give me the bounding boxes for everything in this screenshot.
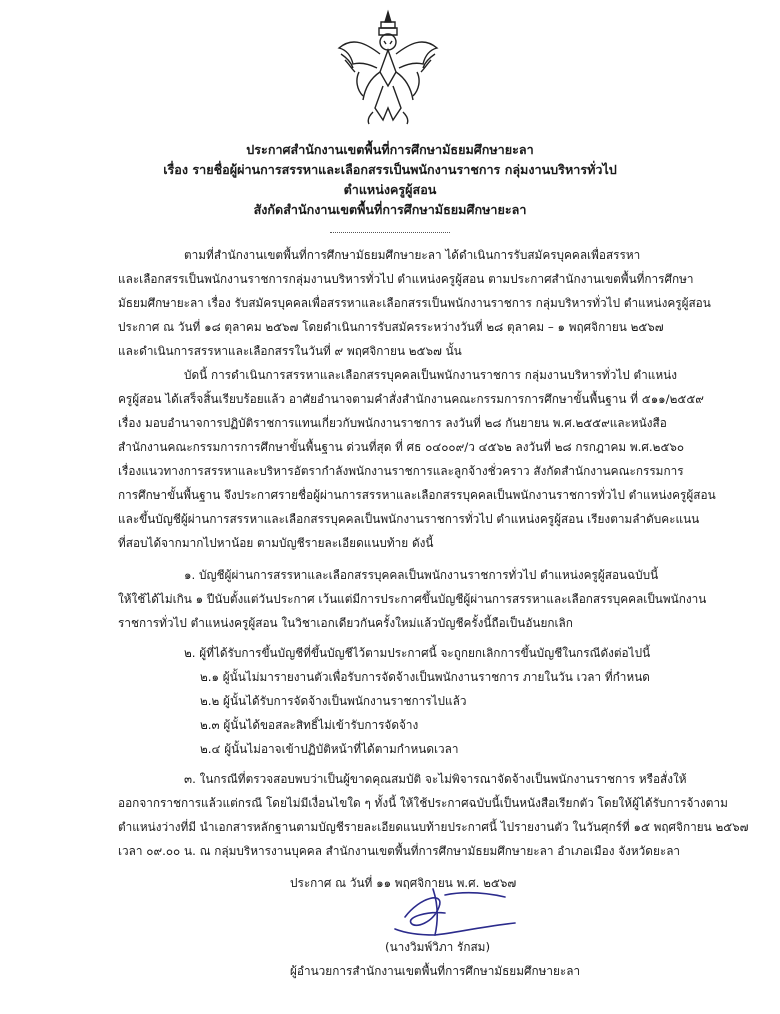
paragraph-line: ๓. ในกรณีที่ตรวจสอบพบว่าเป็นผู้ขาดคุณสมบัติ จะไม่พิจารณาจัดจ้างเป็นพนักงานราชการ หรือสั่งให้: [184, 772, 687, 786]
paragraph-line: สำนักงานคณะกรรมการการศึกษาขั้นพื้นฐาน ด่วนที่สุด ที่ ศธ ๐๔๐๐๙/ว ๔๕๖๒ ลงวันที่ ๒๘ กรกฎาคม พ.ศ.๒๕๖๐: [118, 440, 685, 454]
paragraph-line: ตามที่สำนักงานเขตพื้นที่การศึกษามัธยมศึกษายะลา ได้ดำเนินการรับสมัครบุคคลเพื่อสรรหา: [184, 248, 641, 262]
signer-name: (นางวิมพ์วิภา รักสม): [385, 940, 491, 954]
paragraph-line: เวลา ๐๙.๐๐ น. ณ กลุ่มบริหารงานบุคคล สำนักงานเขตพื้นที่การศึกษามัธยมศึกษายะลา อำเภอเมือง จังหวัดยะลา: [118, 844, 681, 858]
paragraph-line: และขึ้นบัญชีผู้ผ่านการสรรหาและเลือกสรรบุคคลเป็นพนักงานราชการทั่วไป ตำแหน่งครูผู้สอน เรียงตามลำดับคะแนน: [118, 512, 700, 526]
list-item: ๒.๓ ผู้นั้นได้ขอสละสิทธิ์ไม่เข้ารับการจัดจ้าง: [200, 718, 419, 732]
paragraph-line: และเลือกสรรเป็นพนักงานราชการกลุ่มงานบริหารทั่วไป ตำแหน่งครูผู้สอน ตามประกาศสำนักงานเขตพื้นที่การศึกษา: [118, 272, 694, 286]
paragraph-line: ที่สอบได้จากมากไปหาน้อย ตามบัญชีรายละเอียดแนบท้าย ดังนี้: [118, 536, 434, 550]
paragraph-line: มัธยมศึกษายะลา เรื่อง รับสมัครบุคคลเพื่อสรรหาและเลือกสรรเป็นพนักงานราชการ กลุ่มบริหารทั่วไป ตำแหน่งครูผู้สอน: [118, 296, 711, 310]
paragraph-line: ๒. ผู้ที่ได้รับการขึ้นบัญชีที่ขึ้นบัญชีไว้ตามประกาศนี้ จะถูกยกเลิกการขึ้นบัญชีในกรณีดังต่อไปนี้: [184, 646, 651, 660]
paragraph-line: การศึกษาขั้นพื้นฐาน จึงประกาศรายชื่อผู้ผ่านการสรรหาและเลือกสรรบุคคลเป็นพนักงานราชการทั่วไป ตำแหน่งครูผู้สอน: [118, 488, 716, 502]
paragraph-line: ตำแหน่งว่างที่มี นำเอกสารหลักฐานตามบัญชีรายละเอียดแนบท้ายประกาศนี้ ไปรายงานตัว ในวันศุกร์ที่ ๑๕ พฤศจิกายน ๒๕๖๗: [118, 820, 749, 834]
list-item: ๒.๔ ผู้นั้นไม่อาจเข้าปฏิบัติหน้าที่ได้ตามกำหนดเวลา: [200, 742, 459, 756]
header-divider: [330, 232, 450, 233]
announce-date: ประกาศ ณ วันที่ ๑๑ พฤศจิกายน พ.ศ. ๒๕๖๗: [290, 876, 517, 890]
announcement-title: ประกาศสำนักงานเขตพื้นที่การศึกษามัธยมศึกษายะลา: [246, 142, 534, 157]
paragraph-line: ครูผู้สอน ได้เสร็จสิ้นเรียบร้อยแล้ว อาศัยอำนาจตามคำสั่งสำนักงานคณะกรรมการการศึกษาขั้นพื้นฐาน ที่ ๕๑๑/๒๕๕๙: [118, 392, 704, 406]
position-title: ตำแหน่งครูผู้สอน: [343, 182, 437, 197]
paragraph-line: ราชการทั่วไป ตำแหน่งครูผู้สอน ในวิชาเอกเดียวกันครั้งใหม่แล้วบัญชีครั้งนี้ถือเป็นอันยกเลิก: [118, 616, 573, 630]
announcement-subject: เรื่อง รายชื่อผู้ผ่านการสรรหาและเลือกสรรเป็นพนักงานราชการ กลุ่มงานบริหารทั่วไป: [163, 162, 617, 177]
paragraph-line: บัดนี้ การดำเนินการสรรหาและเลือกสรรบุคคลเป็นพนักงานราชการ กลุ่มงานบริหารทั่วไป ตำแหน่ง: [184, 368, 677, 382]
signature: [375, 877, 525, 945]
affiliation: สังกัดสำนักงานเขตพื้นที่การศึกษามัธยมศึกษายะลา: [253, 202, 527, 217]
garuda-emblem-icon: [333, 8, 443, 126]
paragraph-line: เรื่อง มอบอำนาจการปฏิบัติราชการแทนเกี่ยวกับพนักงานราชการ ลงวันที่ ๒๘ กันยายน พ.ศ.๒๕๕๙และหนังสือ: [118, 416, 667, 430]
list-item: ๒.๑ ผู้นั้นไม่มารายงานตัวเพื่อรับการจัดจ้างเป็นพนักงานราชการ ภายในวัน เวลา ที่กำหนด: [200, 670, 650, 684]
paragraph-line: ประกาศ ณ วันที่ ๑๘ ตุลาคม ๒๕๖๗ โดยดำเนินการรับสมัครระหว่างวันที่ ๒๘ ตุลาคม – ๑ พฤศจิกายน ๒๕๖๗: [118, 320, 664, 334]
list-item: ๒.๒ ผู้นั้นได้รับการจัดจ้างเป็นพนักงานราชการไปแล้ว: [200, 694, 467, 708]
paragraph-line: ออกจากราชการแล้วแต่กรณี โดยไม่มีเงื่อนไขใด ๆ ทั้งนี้ ให้ใช้ประกาศฉบับนี้เป็นหนังสือเรียกตัว โดยให้ผู้ได้รับการจ้างตาม: [118, 796, 728, 810]
paragraph-line: และดำเนินการสรรหาและเลือกสรรในวันที่ ๙ พฤศจิกายน ๒๕๖๗ นั้น: [118, 344, 462, 358]
paragraph-line: ๑. บัญชีผู้ผ่านการสรรหาและเลือกสรรบุคคลเป็นพนักงานราชการทั่วไป ตำแหน่งครูผู้สอนฉบับนี้: [184, 568, 659, 582]
paragraph-line: เรื่องแนวทางการสรรหาและบริหารอัตรากำลังพนักงานราชการและลูกจ้างชั่วคราว สังกัดสำนักงานคณะกรรมการ: [118, 464, 684, 478]
paragraph-line: ให้ใช้ได้ไม่เกิน ๑ ปีนับตั้งแต่วันประกาศ เว้นแต่มีการประกาศขึ้นบัญชีผู้ผ่านการสรรหาและเลือกสรรบุคคลเป็นพนักงาน: [118, 592, 707, 606]
signer-title: ผู้อำนวยการสำนักงานเขตพื้นที่การศึกษามัธยมศึกษายะลา: [290, 964, 581, 978]
